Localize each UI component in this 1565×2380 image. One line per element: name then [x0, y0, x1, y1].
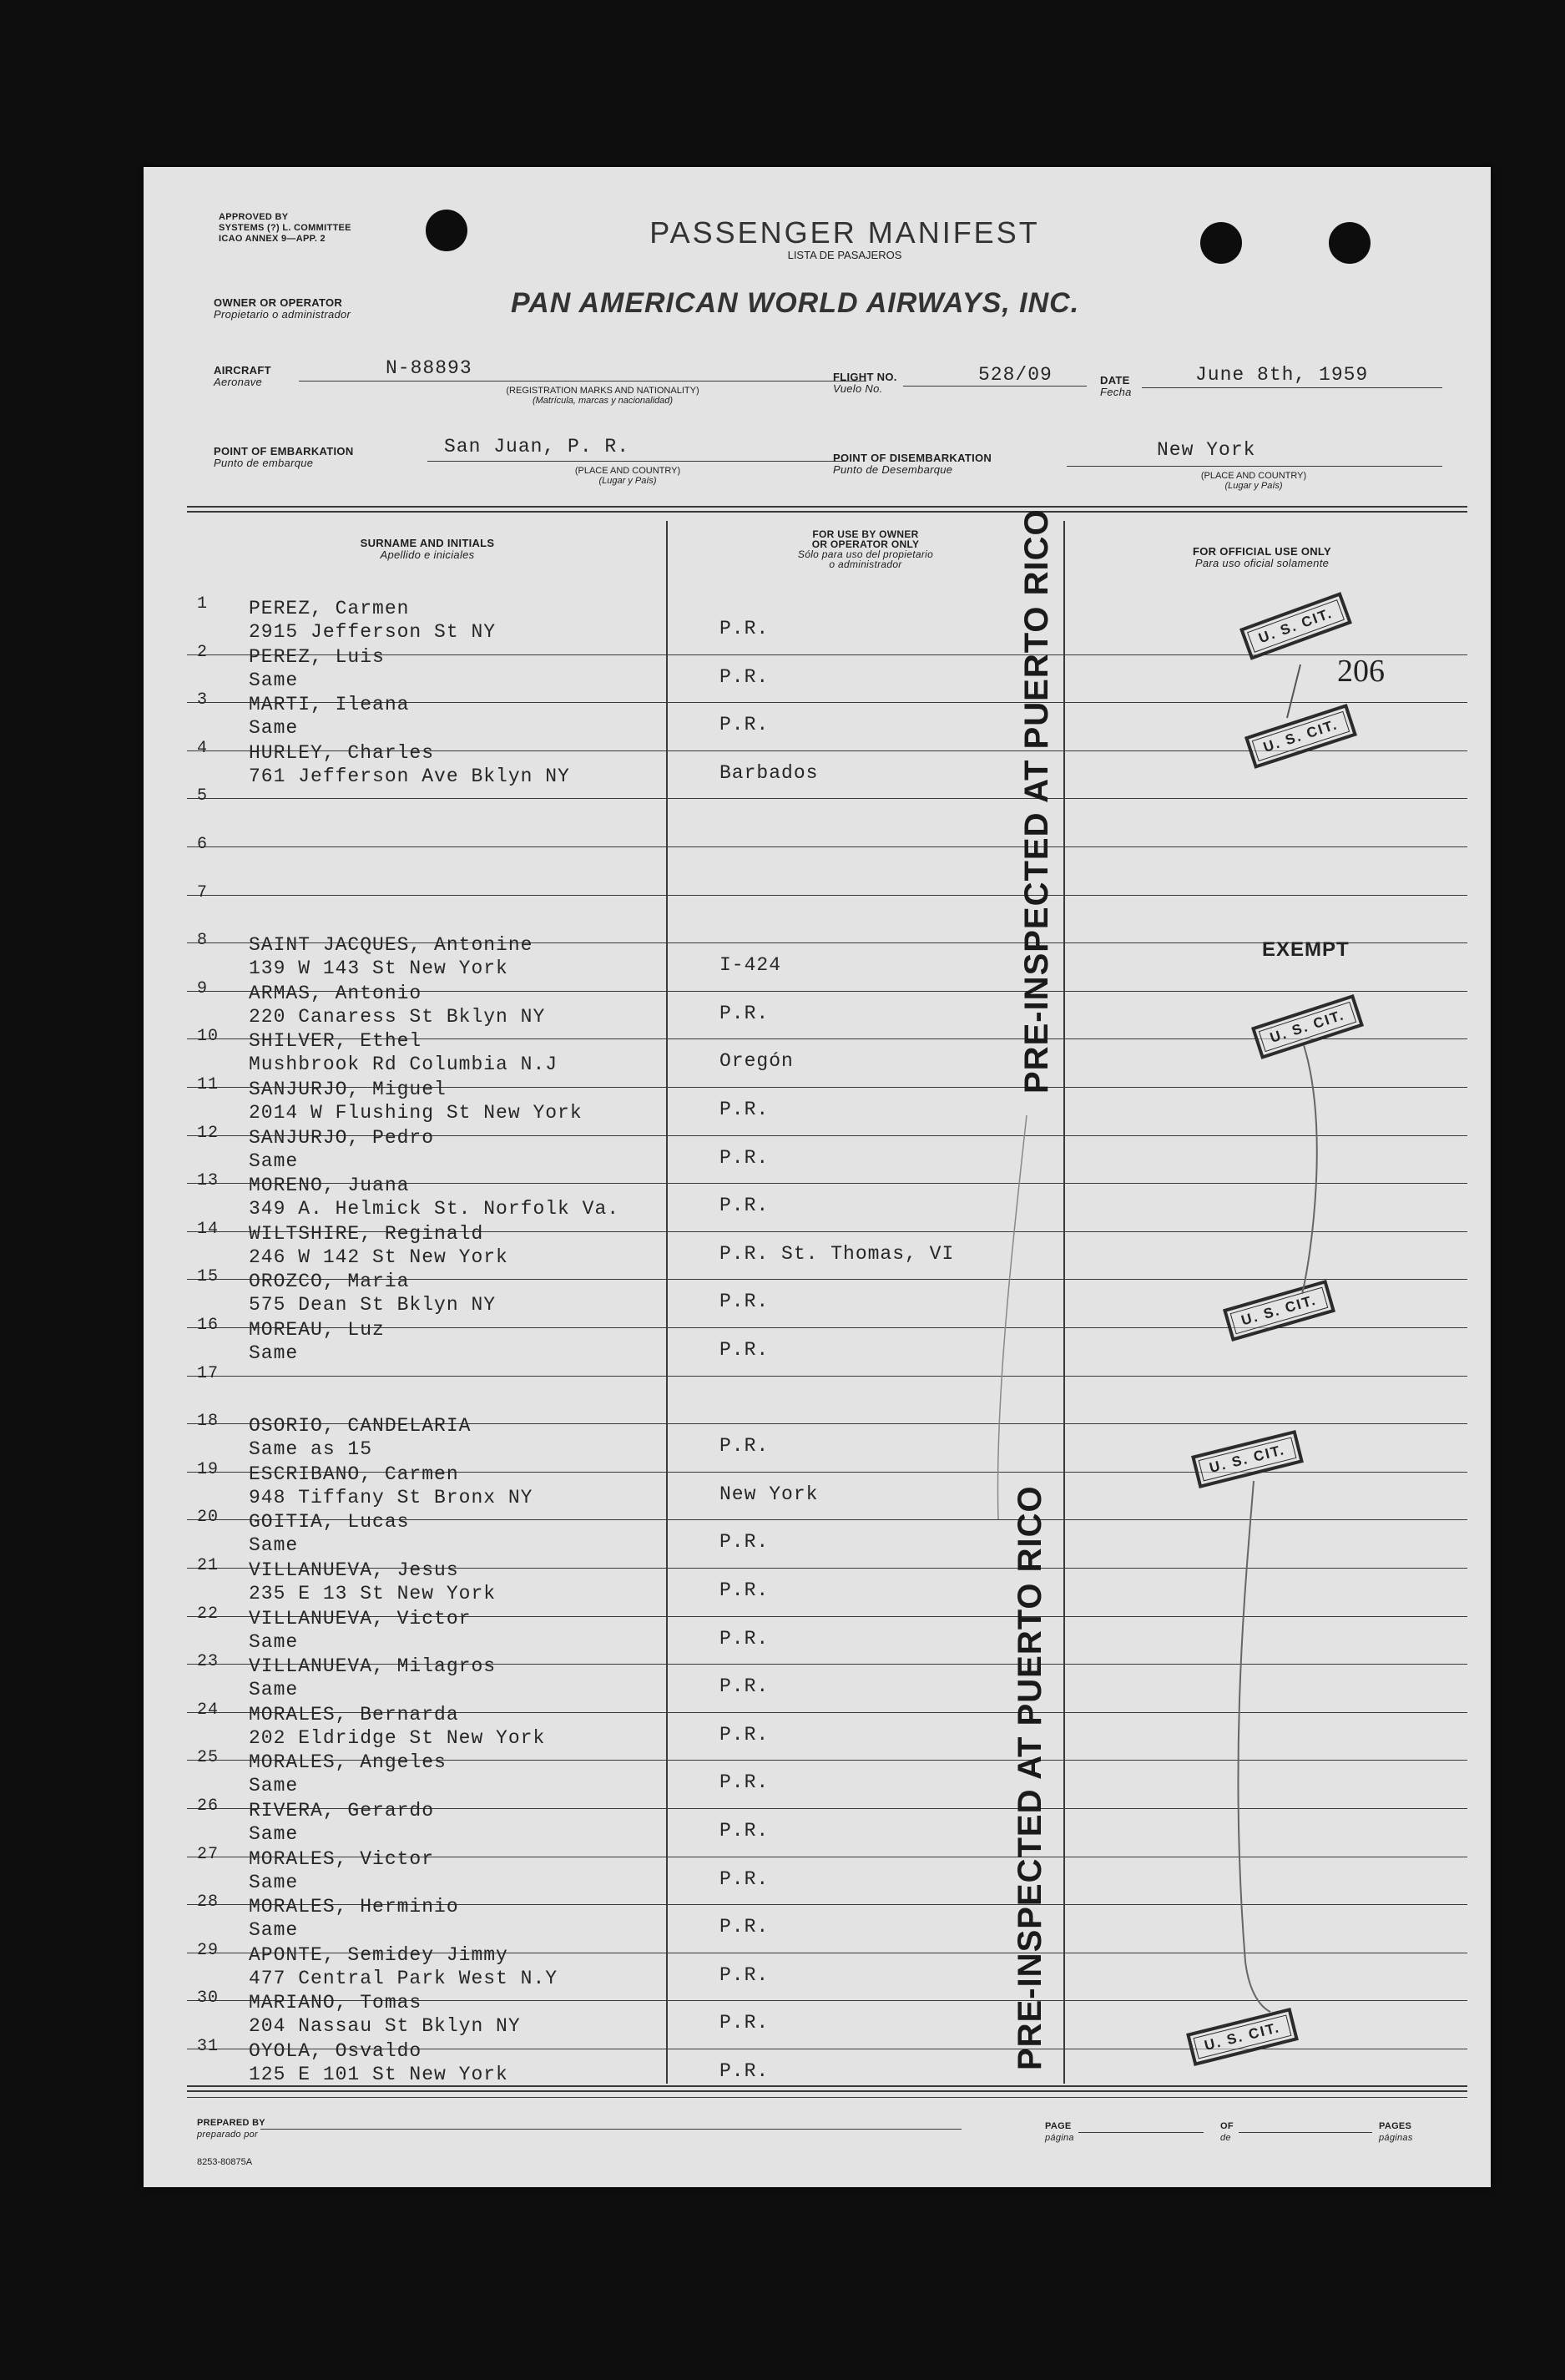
owner-use-entry: P.R.: [719, 1771, 770, 1794]
owner-value: PAN AMERICAN WORLD AIRWAYS, INC.: [511, 287, 1080, 319]
owner-use-entry: P.R.: [719, 1002, 770, 1024]
preinspected-stamp: PRE-INSPECTED AT PUERTO RICO: [1012, 1485, 1048, 2070]
prepared-by-line: [260, 2129, 962, 2130]
footer-divider: [187, 2085, 1467, 2087]
owner-use-entry: I-424: [719, 954, 782, 977]
owner-use-entry: P.R.: [719, 1339, 770, 1361]
count-annotation: 206: [1337, 654, 1385, 689]
row-number: 2: [197, 642, 209, 662]
pages-label: PAGES páginas: [1379, 2121, 1413, 2143]
passenger-address: 761 Jefferson Ave Bklyn NY: [249, 765, 570, 787]
page-title: PASSENGER MANIFEST: [649, 215, 1040, 250]
form-code: 8253-80875A: [197, 2157, 253, 2167]
row-number: 15: [197, 1267, 220, 1287]
passenger-name: APONTE, Semidey Jimmy: [249, 1943, 508, 1966]
passenger-name: OYOLA, Osvaldo: [249, 2040, 422, 2062]
passenger-address: Same: [249, 1919, 299, 1942]
passenger-name: MORALES, Herminio: [249, 1896, 459, 1918]
of-label: OF de: [1220, 2121, 1234, 2143]
page-line: [1078, 2132, 1204, 2133]
passenger-address: Same: [249, 669, 299, 691]
row-number: 7: [197, 882, 209, 902]
owner-use-entry: P.R.: [719, 1963, 770, 1986]
col-header-surname: SURNAME AND INITIALS Apellido e iniciales: [360, 537, 495, 561]
owner-use-entry: P.R. St. Thomas, VI: [719, 1242, 955, 1265]
row-number: 27: [197, 1844, 220, 1864]
manifest-sheet: [144, 167, 1491, 2187]
passenger-address: 246 W 142 St New York: [249, 1246, 508, 1268]
passenger-address: 349 A. Helmick St. Norfolk Va.: [249, 1198, 620, 1220]
row-number: 11: [197, 1075, 220, 1094]
disembark-value: New York: [1157, 439, 1256, 461]
passenger-name: SANJURJO, Pedro: [249, 1126, 435, 1149]
owner-use-entry: P.R.: [719, 1579, 770, 1601]
embark-place-note: (PLACE AND COUNTRY) (Lugar y País): [574, 466, 681, 486]
passenger-address: 139 W 143 St New York: [249, 958, 508, 980]
col-header-official: FOR OFFICIAL USE ONLY Para uso oficial solamente: [1193, 545, 1331, 569]
passenger-address: Same as 15: [249, 1438, 373, 1461]
row-number: 31: [197, 2037, 220, 2056]
flight-label: FLIGHT NO. Vuelo No.: [833, 371, 897, 395]
exempt-annotation: EXEMPT: [1262, 938, 1350, 961]
row-number: 12: [197, 1123, 220, 1143]
approval-block: APPROVED BY SYSTEMS (?) L. COMMITTEE ICAO ANNEX 9—APP. 2: [219, 212, 351, 244]
passenger-name: ESCRIBANO, Carmen: [249, 1463, 459, 1485]
embark-label: POINT OF EMBARKATION Punto de embarque: [214, 445, 354, 469]
passenger-name: MORALES, Angeles: [249, 1751, 447, 1774]
passenger-name: HURLEY, Charles: [249, 741, 435, 764]
row-number: 14: [197, 1219, 220, 1239]
owner-use-entry: P.R.: [719, 1435, 770, 1458]
row-number: 26: [197, 1796, 220, 1816]
passenger-name: SHILVER, Ethel: [249, 1030, 422, 1053]
passenger-address: 204 Nassau St Bklyn NY: [249, 2015, 521, 2038]
owner-use-entry: P.R.: [719, 1627, 770, 1650]
owner-use-entry: P.R.: [719, 2060, 770, 2082]
us-cit-stamp: U. S. CIT.: [1191, 1430, 1304, 1488]
passenger-name: SANJURJO, Miguel: [249, 1079, 447, 1100]
owner-use-entry: P.R.: [719, 1723, 770, 1746]
passenger-address: Same: [249, 1871, 299, 1893]
pencil-marks: [144, 167, 1491, 2187]
row-number: 9: [197, 978, 209, 998]
page-label: PAGE página: [1045, 2121, 1074, 2143]
passenger-name: MARTI, Ileana: [249, 694, 410, 716]
passenger-address: 235 E 13 St New York: [249, 1583, 497, 1604]
preinspected-stamp: PRE-INSPECTED AT PUERTO RICO: [1018, 508, 1055, 1094]
row-number: 4: [197, 738, 209, 758]
row-number: 13: [197, 1171, 220, 1191]
row-number: 18: [197, 1412, 220, 1432]
prepared-by-label: PREPARED BY preparado por: [197, 2118, 265, 2140]
passenger-name: PEREZ, Luis: [249, 645, 385, 668]
row-number: 10: [197, 1027, 220, 1047]
passenger-address: 2915 Jefferson St NY: [249, 621, 497, 643]
us-cit-stamp: U. S. CIT.: [1251, 994, 1364, 1059]
aircraft-label: AIRCRAFT Aeronave: [214, 364, 271, 388]
row-number: 21: [197, 1556, 220, 1575]
of-line: [1239, 2132, 1372, 2133]
owner-use-entry: P.R.: [719, 618, 770, 639]
passenger-name: OROZCO, Maria: [249, 1271, 410, 1293]
disembark-place-note: (PLACE AND COUNTRY) (Lugar y País): [1200, 471, 1307, 491]
passenger-address: 948 Tiffany St Bronx NY: [249, 1486, 533, 1508]
owner-use-entry: P.R.: [719, 665, 770, 688]
row-number: 8: [197, 931, 209, 951]
owner-use-entry: P.R.: [719, 714, 770, 736]
passenger-name: MORALES, Bernarda: [249, 1703, 459, 1726]
passenger-address: Same: [249, 1534, 299, 1557]
date-label: DATE Fecha: [1100, 374, 1132, 398]
owner-use-entry: P.R.: [719, 1099, 770, 1120]
passenger-name: MORALES, Victor: [249, 1847, 435, 1870]
passenger-name: SAINT JACQUES, Antonine: [249, 934, 533, 957]
col-header-owner-use: FOR USE BY OWNER OR OPERATOR ONLY Sólo para uso del propietario o administrador: [797, 528, 934, 570]
owner-use-entry: P.R.: [719, 1820, 770, 1842]
owner-label: OWNER OR OPERATOR Propietario o administrador: [214, 296, 351, 321]
passenger-address: 125 E 101 St New York: [249, 2064, 508, 2085]
row-number: 1: [197, 594, 209, 614]
owner-use-entry: P.R.: [719, 1146, 770, 1169]
us-cit-stamp: U. S. CIT.: [1239, 592, 1352, 660]
passenger-name: MARIANO, Tomas: [249, 1992, 422, 2014]
row-number: 24: [197, 1700, 220, 1720]
row-number: 23: [197, 1652, 220, 1672]
owner-use-entry: P.R.: [719, 1916, 770, 1938]
owner-use-entry: Barbados: [719, 761, 819, 784]
passenger-name: VILLANUEVA, Milagros: [249, 1655, 497, 1678]
passenger-name: VILLANUEVA, Jesus: [249, 1559, 459, 1581]
owner-use-entry: P.R.: [719, 1867, 770, 1890]
owner-use-entry: P.R.: [719, 1675, 770, 1698]
passenger-address: 477 Central Park West N.Y: [249, 1967, 558, 1989]
passenger-address: Same: [249, 1679, 299, 1701]
registration-note: (REGISTRATION MARKS AND NATIONALITY) (Matrícula, marcas y nacionalidad): [506, 386, 699, 406]
passenger-address: Same: [249, 1823, 299, 1845]
owner-use-entry: P.R.: [719, 1531, 770, 1554]
row-number: 5: [197, 786, 209, 806]
row-number: 19: [197, 1459, 220, 1479]
owner-use-entry: P.R.: [719, 2012, 770, 2034]
passenger-name: OSORIO, CANDELARIA: [249, 1415, 472, 1438]
passenger-name: PEREZ, Carmen: [249, 598, 410, 619]
passenger-name: VILLANUEVA, Victor: [249, 1607, 472, 1630]
row-number: 22: [197, 1604, 220, 1624]
row-number: 6: [197, 835, 209, 854]
row-number: 16: [197, 1316, 220, 1335]
flight-value: 528/09: [978, 364, 1053, 386]
row-number: 30: [197, 1988, 220, 2009]
disembark-label: POINT OF DISEMBARKATION Punto de Desembarque: [833, 452, 992, 476]
us-cit-stamp: U. S. CIT.: [1244, 704, 1357, 769]
row-number: 20: [197, 1508, 220, 1528]
date-value: June 8th, 1959: [1195, 364, 1369, 386]
page-subtitle: LISTA DE PASAJEROS: [787, 249, 902, 261]
passenger-name: MOREAU, Luz: [249, 1319, 385, 1341]
owner-use-entry: P.R.: [719, 1291, 770, 1313]
passenger-address: Same: [249, 1342, 299, 1364]
passenger-address: Same: [249, 1775, 299, 1797]
passenger-address: 220 Canaress St Bklyn NY: [249, 1005, 546, 1028]
us-cit-stamp: U. S. CIT.: [1186, 2008, 1299, 2066]
owner-use-entry: Oregón: [719, 1050, 794, 1073]
passenger-name: GOITIA, Lucas: [249, 1511, 410, 1534]
passenger-address: 2014 W Flushing St New York: [249, 1102, 583, 1124]
passenger-name: RIVERA, Gerardo: [249, 1800, 435, 1822]
passenger-address: Same: [249, 1150, 299, 1172]
footer-divider: [187, 2090, 1467, 2092]
passenger-address: 575 Dean St Bklyn NY: [249, 1294, 497, 1316]
passenger-address: Same: [249, 1630, 299, 1653]
row-number: 17: [197, 1363, 220, 1383]
row-number: 28: [197, 1892, 220, 1913]
passenger-name: ARMAS, Antonio: [249, 982, 422, 1004]
owner-use-entry: P.R.: [719, 1195, 770, 1217]
passenger-address: 202 Eldridge St New York: [249, 1726, 546, 1749]
row-number: 29: [197, 1940, 220, 1960]
embark-value: San Juan, P. R.: [444, 436, 630, 457]
aircraft-value: N-88893: [386, 357, 472, 379]
passenger-address: Mushbrook Rd Columbia N.J: [249, 1054, 558, 1076]
passenger-name: MORENO, Juana: [249, 1175, 410, 1197]
owner-use-entry: New York: [719, 1483, 819, 1505]
row-number: 25: [197, 1748, 220, 1768]
row-number: 3: [197, 690, 209, 710]
passenger-address: Same: [249, 717, 299, 740]
us-cit-stamp: U. S. CIT.: [1223, 1280, 1335, 1342]
passenger-name: WILTSHIRE, Reginald: [249, 1222, 484, 1245]
